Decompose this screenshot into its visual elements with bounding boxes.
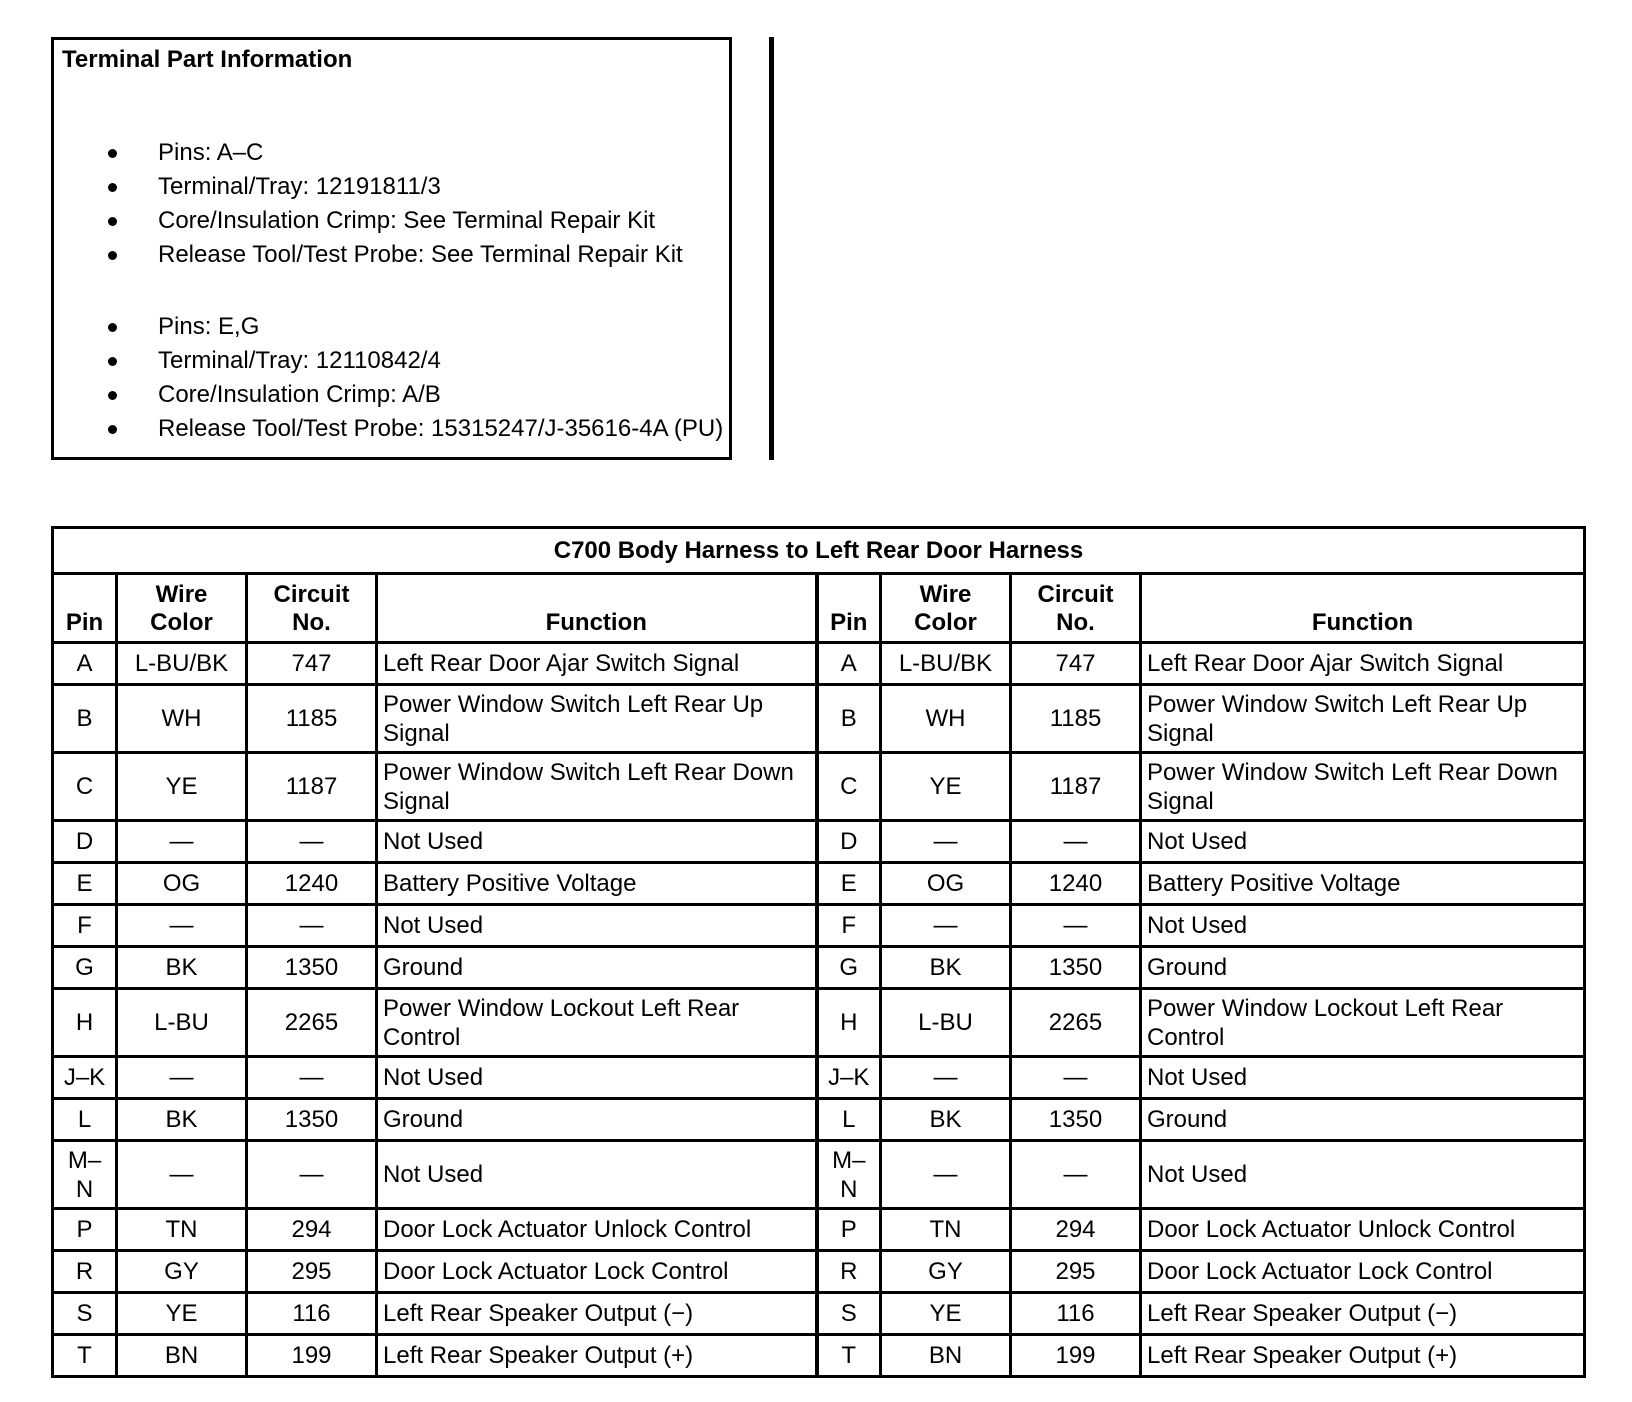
function-cell: Door Lock Actuator Lock Control <box>1141 1251 1585 1293</box>
circuit-cell: — <box>1011 1141 1141 1209</box>
function-cell: Not Used <box>377 905 817 947</box>
pin-cell: P <box>817 1209 881 1251</box>
circuit-cell: 116 <box>247 1293 377 1335</box>
bullet-icon <box>108 425 117 434</box>
function-cell: Not Used <box>1141 1057 1585 1099</box>
circuit-cell: 1350 <box>247 1099 377 1141</box>
header-function <box>1141 574 1585 643</box>
info-list-text: Core/Insulation Crimp: See Terminal Repair Kit <box>158 207 656 234</box>
wire-color-cell: GY <box>117 1251 247 1293</box>
pin-cell: S <box>817 1293 881 1335</box>
function-cell: Left Rear Speaker Output (−) <box>1141 1293 1585 1335</box>
circuit-cell: 2265 <box>247 989 377 1057</box>
function-cell: Power Window Switch Left Rear Up Signal <box>377 685 817 753</box>
info-box-border-rule <box>769 37 774 460</box>
pin-cell <box>53 1141 117 1209</box>
info-list-text: Pins: E,G <box>158 313 260 340</box>
wire-color-cell: L-BU <box>881 989 1011 1057</box>
pin-cell: C <box>817 753 881 821</box>
pin-cell: A <box>817 643 881 685</box>
header-pin-text: Pin <box>830 609 868 636</box>
pin-cell <box>817 1141 881 1209</box>
wire-color-cell: BN <box>117 1335 247 1377</box>
wire-color-cell: L-BU/BK <box>117 643 247 685</box>
pin-cell: J–K <box>53 1057 117 1099</box>
function-cell: Power Window Lockout Left Rear Control <box>377 989 817 1057</box>
terminal-group-1 <box>108 136 683 272</box>
function-cell: Left Rear Door Ajar Switch Signal <box>377 643 817 685</box>
info-list-item <box>108 412 723 446</box>
pin-cell: J–K <box>817 1057 881 1099</box>
wire-color-cell: — <box>881 905 1011 947</box>
table-row <box>53 821 1585 863</box>
wire-color-cell: BK <box>881 947 1011 989</box>
wire-color-cell: YE <box>881 1293 1011 1335</box>
table-row <box>53 1209 1585 1251</box>
circuit-cell: 295 <box>1011 1251 1141 1293</box>
wire-color-cell: BK <box>117 1099 247 1141</box>
wire-color-cell: GY <box>881 1251 1011 1293</box>
circuit-cell: 1350 <box>1011 947 1141 989</box>
table-row <box>53 989 1585 1057</box>
circuit-cell: 295 <box>247 1251 377 1293</box>
header-wire-text-1: Wire <box>155 581 208 608</box>
pin-cell: H <box>817 989 881 1057</box>
info-list-text: Terminal/Tray: 12110842/4 <box>158 347 441 374</box>
table-row <box>53 1099 1585 1141</box>
info-list-item <box>108 204 683 238</box>
wire-color-cell: YE <box>881 753 1011 821</box>
function-cell: Battery Positive Voltage <box>1141 863 1585 905</box>
bullet-icon <box>108 183 117 192</box>
circuit-cell: — <box>1011 905 1141 947</box>
table-row <box>53 643 1585 685</box>
table-row <box>53 863 1585 905</box>
info-title: Terminal Part Information <box>62 46 353 73</box>
header-pin-text: Pin <box>65 609 104 636</box>
circuit-cell: 1240 <box>1011 863 1141 905</box>
header-circuit-text-2: No. <box>292 609 331 636</box>
pin-cell: D <box>53 821 117 863</box>
wire-color-cell: BK <box>117 947 247 989</box>
header-circuit-text-1: Circuit <box>273 581 350 608</box>
function-cell: Left Rear Speaker Output (−) <box>377 1293 817 1335</box>
wire-color-cell: OG <box>117 863 247 905</box>
pin-text-part: M– <box>67 1146 102 1174</box>
wire-color-cell: — <box>881 821 1011 863</box>
terminal-part-info-box <box>51 37 732 460</box>
circuit-cell: — <box>247 905 377 947</box>
function-cell: Power Window Lockout Left Rear Control <box>1141 989 1585 1057</box>
function-cell: Left Rear Speaker Output (+) <box>377 1335 817 1377</box>
pin-cell: B <box>53 685 117 753</box>
header-wire-text-2: Color <box>914 609 977 636</box>
pin-cell: E <box>53 863 117 905</box>
pin-cell: S <box>53 1293 117 1335</box>
circuit-cell: 1185 <box>247 685 377 753</box>
wire-color-cell: YE <box>117 1293 247 1335</box>
table-row <box>53 1057 1585 1099</box>
table-title: C700 Body Harness to Left Rear Door Harness <box>53 528 1585 574</box>
function-cell: Door Lock Actuator Unlock Control <box>377 1209 817 1251</box>
pin-cell: L <box>53 1099 117 1141</box>
info-list-text: Core/Insulation Crimp: A/B <box>158 381 441 408</box>
function-cell: Left Rear Speaker Output (+) <box>1141 1335 1585 1377</box>
info-list-text: Terminal/Tray: 12191811/3 <box>158 173 441 200</box>
info-list-item <box>108 238 683 272</box>
wire-color-cell: — <box>881 1057 1011 1099</box>
circuit-cell: 747 <box>1011 643 1141 685</box>
circuit-cell: 199 <box>1011 1335 1141 1377</box>
bullet-icon <box>108 149 117 158</box>
header-wire-text-1: Wire <box>919 581 972 608</box>
circuit-cell: 199 <box>247 1335 377 1377</box>
function-cell: Not Used <box>1141 821 1585 863</box>
info-list-text: Pins: A–C <box>158 139 264 166</box>
wire-color-cell: L-BU <box>117 989 247 1057</box>
info-list-item <box>108 378 723 412</box>
wire-color-cell: WH <box>117 685 247 753</box>
header-pin <box>817 574 881 643</box>
header-circuit-no <box>247 574 377 643</box>
function-cell: Power Window Switch Left Rear Down Signal <box>1141 753 1585 821</box>
circuit-cell: — <box>1011 1057 1141 1099</box>
header-circuit-no <box>1011 574 1141 643</box>
circuit-cell: 294 <box>1011 1209 1141 1251</box>
pin-cell: G <box>53 947 117 989</box>
table-row <box>53 947 1585 989</box>
pin-cell: A <box>53 643 117 685</box>
wire-color-cell: OG <box>881 863 1011 905</box>
table-row <box>53 1335 1585 1377</box>
circuit-cell: — <box>1011 821 1141 863</box>
function-cell: Ground <box>1141 1099 1585 1141</box>
header-circuit-text-1: Circuit <box>1037 581 1114 608</box>
wire-color-cell: L-BU/BK <box>881 643 1011 685</box>
function-cell: Not Used <box>377 1057 817 1099</box>
function-cell: Door Lock Actuator Unlock Control <box>1141 1209 1585 1251</box>
info-list-item <box>108 344 723 378</box>
circuit-cell: — <box>247 1141 377 1209</box>
pin-cell: D <box>817 821 881 863</box>
circuit-cell: 1240 <box>247 863 377 905</box>
pin-cell: F <box>53 905 117 947</box>
circuit-cell: 116 <box>1011 1293 1141 1335</box>
circuit-cell: 1187 <box>1011 753 1141 821</box>
pin-cell: T <box>817 1335 881 1377</box>
wire-color-cell: BN <box>881 1335 1011 1377</box>
function-cell: Not Used <box>377 1141 817 1209</box>
header-circuit-text-2: No. <box>1056 609 1095 636</box>
pin-cell: R <box>53 1251 117 1293</box>
circuit-cell: — <box>247 821 377 863</box>
pin-cell: L <box>817 1099 881 1141</box>
circuit-cell: 1187 <box>247 753 377 821</box>
info-list-text: Release Tool/Test Probe: 15315247/J-35616-4A (PU) <box>158 415 724 442</box>
header-function <box>377 574 817 643</box>
function-cell: Ground <box>1141 947 1585 989</box>
circuit-cell: — <box>247 1057 377 1099</box>
table-row <box>53 753 1585 821</box>
info-list-item <box>108 136 683 170</box>
circuit-cell: 294 <box>247 1209 377 1251</box>
table-row <box>53 685 1585 753</box>
pin-text-part: M– <box>832 1146 866 1174</box>
info-list-item <box>108 170 683 204</box>
wire-color-cell: WH <box>881 685 1011 753</box>
function-cell: Power Window Switch Left Rear Up Signal <box>1141 685 1585 753</box>
circuit-cell: 1350 <box>1011 1099 1141 1141</box>
table-row <box>53 905 1585 947</box>
function-cell: Ground <box>377 1099 817 1141</box>
function-cell: Not Used <box>377 821 817 863</box>
circuit-cell: 1185 <box>1011 685 1141 753</box>
info-list-item <box>108 310 723 344</box>
function-cell: Battery Positive Voltage <box>377 863 817 905</box>
pin-text-part: N <box>840 1175 858 1203</box>
bullet-icon <box>108 323 117 332</box>
wire-color-cell: — <box>117 821 247 863</box>
pin-cell: C <box>53 753 117 821</box>
pin-text-part: N <box>75 1175 94 1203</box>
header-function-text: Function <box>1311 609 1414 636</box>
wire-color-cell: YE <box>117 753 247 821</box>
header-wire-color <box>117 574 247 643</box>
wire-color-cell: — <box>881 1141 1011 1209</box>
info-list-text: Release Tool/Test Probe: See Terminal Repair Kit <box>158 241 683 268</box>
pin-cell: B <box>817 685 881 753</box>
terminal-group-2 <box>108 310 723 446</box>
pin-cell: R <box>817 1251 881 1293</box>
header-function-text: Function <box>545 609 647 636</box>
pin-cell: P <box>53 1209 117 1251</box>
bullet-icon <box>108 217 117 226</box>
header-wire-text-2: Color <box>150 609 213 636</box>
pin-cell: H <box>53 989 117 1057</box>
harness-table <box>51 526 1586 1378</box>
wire-color-cell: TN <box>881 1209 1011 1251</box>
function-cell: Not Used <box>1141 905 1585 947</box>
wire-color-cell: BK <box>881 1099 1011 1141</box>
pin-cell: E <box>817 863 881 905</box>
function-cell: Door Lock Actuator Lock Control <box>377 1251 817 1293</box>
pin-cell: T <box>53 1335 117 1377</box>
header-wire-color <box>881 574 1011 643</box>
circuit-cell: 2265 <box>1011 989 1141 1057</box>
bullet-icon <box>108 357 117 366</box>
function-cell: Left Rear Door Ajar Switch Signal <box>1141 643 1585 685</box>
function-cell: Power Window Switch Left Rear Down Signal <box>377 753 817 821</box>
circuit-cell: 1350 <box>247 947 377 989</box>
table-row <box>53 1293 1585 1335</box>
wire-color-cell: TN <box>117 1209 247 1251</box>
wire-color-cell: — <box>117 1057 247 1099</box>
function-cell: Ground <box>377 947 817 989</box>
table-row <box>53 1141 1585 1209</box>
table-row <box>53 1251 1585 1293</box>
pin-cell: F <box>817 905 881 947</box>
bullet-icon <box>108 391 117 400</box>
function-cell: Not Used <box>1141 1141 1585 1209</box>
wire-color-cell: — <box>117 1141 247 1209</box>
header-pin <box>53 574 117 643</box>
wire-color-cell: — <box>117 905 247 947</box>
circuit-cell: 747 <box>247 643 377 685</box>
pin-cell: G <box>817 947 881 989</box>
bullet-icon <box>108 251 117 260</box>
